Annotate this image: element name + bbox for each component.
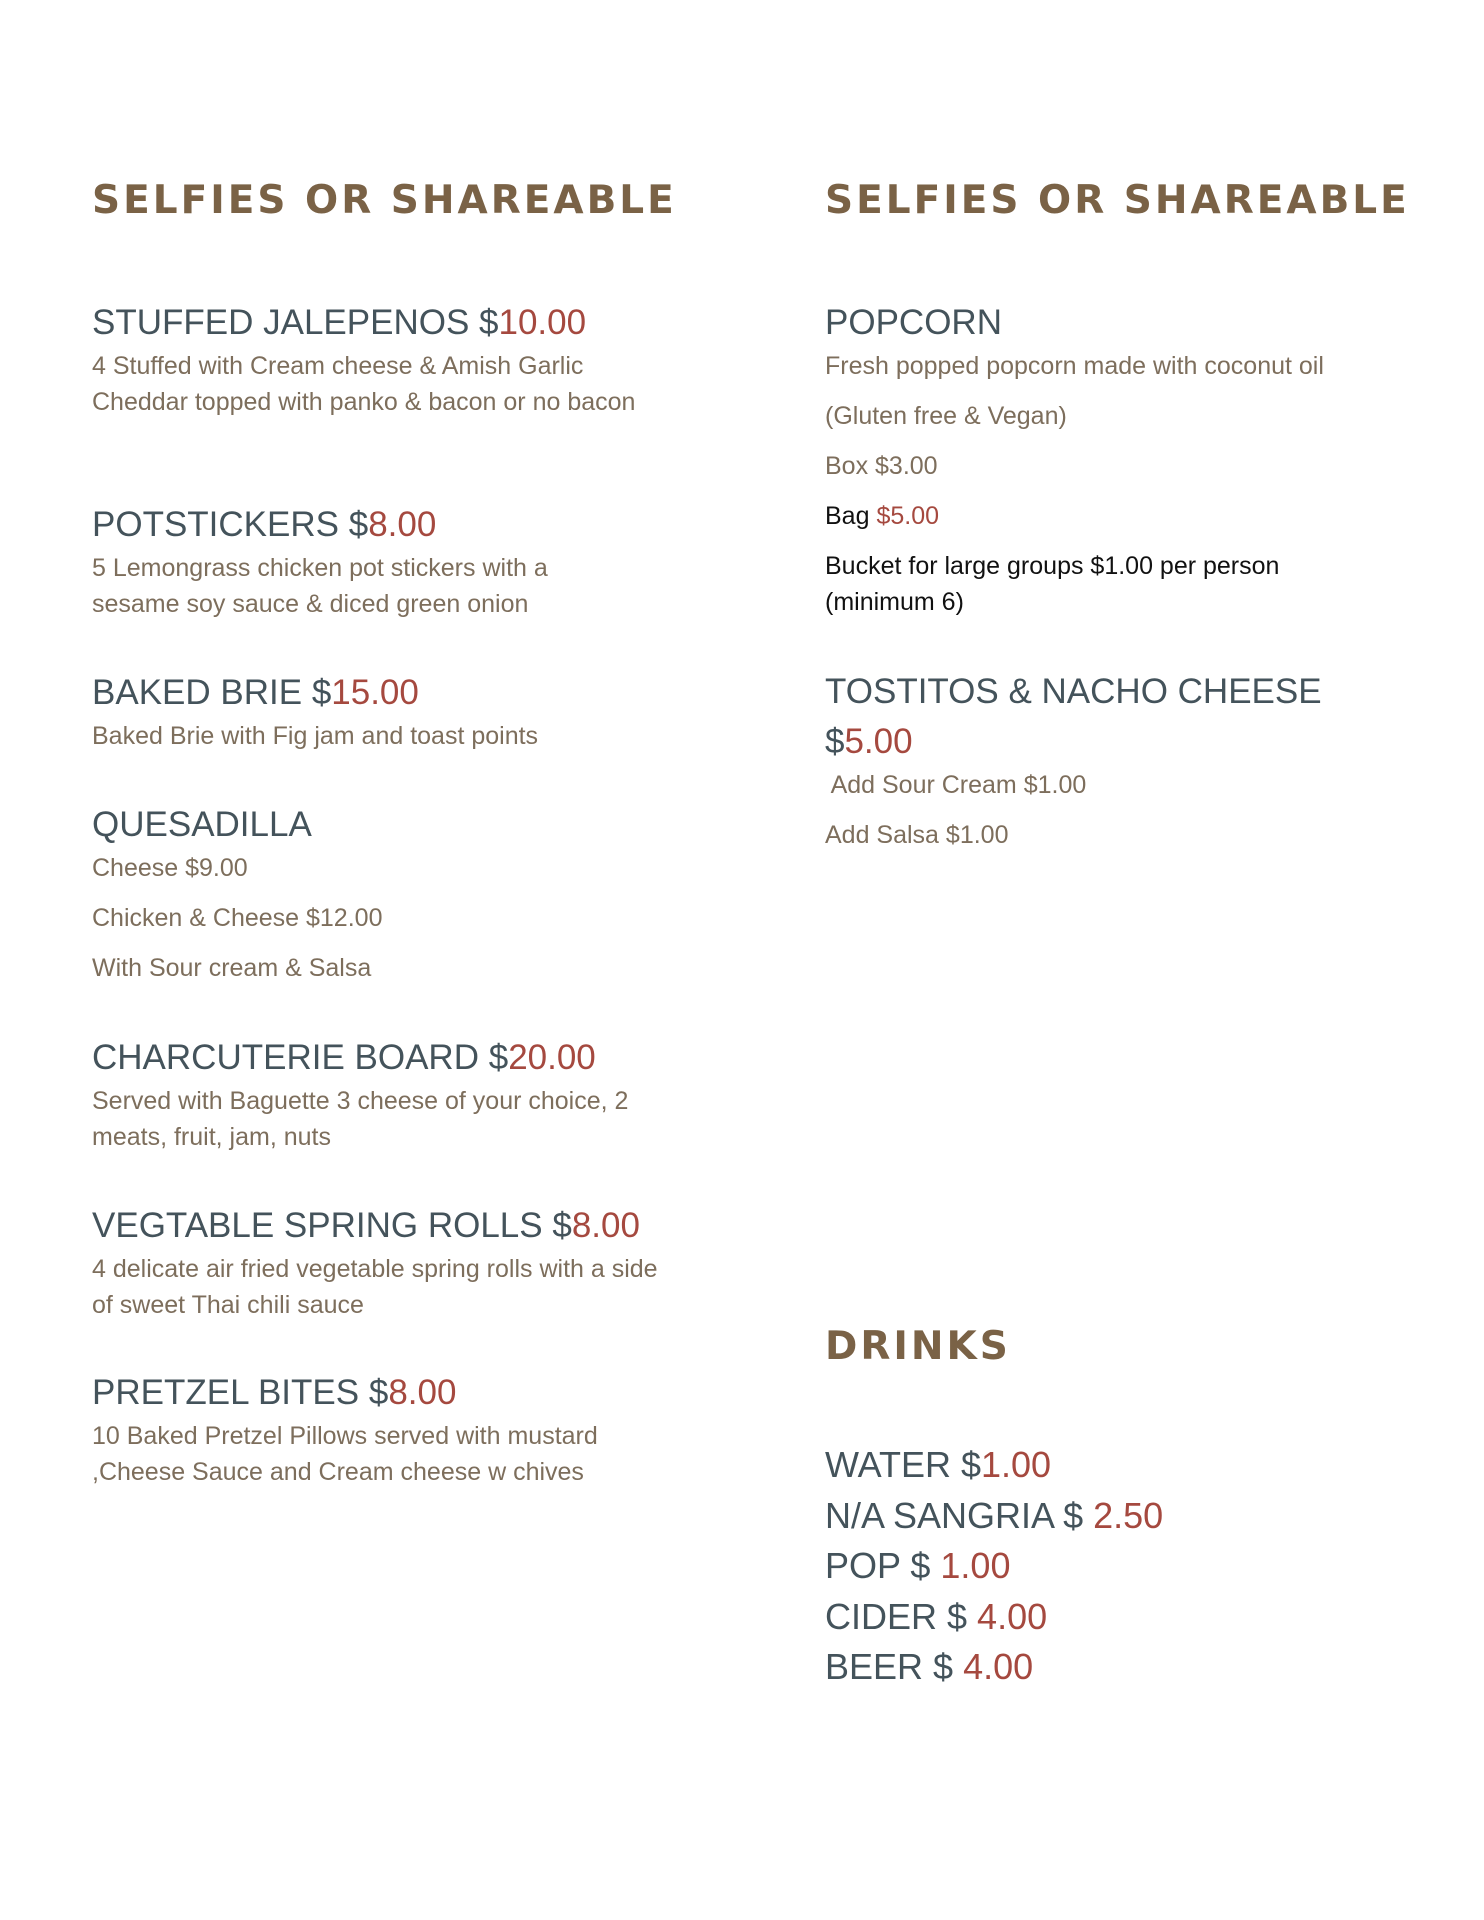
item-price-line: $5.00 (825, 722, 913, 761)
item-name: BAKED BRIE $15.00 (92, 673, 419, 712)
popcorn-box-price: Box $3.00 (825, 452, 938, 480)
item-name: QUESADILLA (92, 805, 312, 844)
menu-item-pretzel-bites (92, 1368, 692, 1490)
menu-item-potstickers (92, 500, 692, 622)
item-name: CHARCUTERIE BOARD $20.00 (92, 1038, 596, 1077)
item-name: PRETZEL BITES $8.00 (92, 1373, 457, 1412)
item-price: 10.00 (498, 303, 587, 342)
item-name: POPCORN (825, 303, 1002, 342)
drink-item: BEER $ 4.00 (825, 1646, 1034, 1687)
item-description: 4 delicate air fried vegetable spring rolls with a side of sweet Thai chili sauce (92, 1255, 658, 1319)
tostitos-addon: Add Salsa $1.00 (825, 821, 1009, 849)
menu-item-baked-brie (92, 668, 692, 754)
item-description: 4 Stuffed with Cream cheese & Amish Garlic Cheddar topped with panko & bacon or no bacon (92, 352, 636, 416)
item-name: VEGTABLE SPRING ROLLS $8.00 (92, 1206, 640, 1245)
drink-item: CIDER $ 4.00 (825, 1595, 1048, 1637)
popcorn-note: (Gluten free & Vegan) (825, 402, 1067, 430)
tostitos-addon: Add Sour Cream $1.00 (825, 771, 1087, 799)
popcorn-bag-price: Bag $5.00 (825, 502, 939, 530)
item-description: 5 Lemongrass chicken pot stickers with a sesame soy sauce & diced green onion (92, 554, 548, 618)
section-title: SELFIES OR SHAREABLE (92, 178, 677, 223)
popcorn-bucket-price: Bucket for large groups $1.00 per person (minimum 6) (825, 552, 1280, 616)
item-description: Baked Brie with Fig jam and toast points (92, 722, 539, 750)
popcorn-description: Fresh popped popcorn made with coconut oil (825, 352, 1324, 380)
menu-item-popcorn (825, 298, 1445, 620)
menu-item-tostitos-nacho-cheese (825, 667, 1445, 853)
menu-item-charcuterie-board (92, 1033, 692, 1155)
item-name: POTSTICKERS $8.00 (92, 505, 437, 544)
drink-item: WATER $1.00 (825, 1444, 1052, 1485)
drinks-title: DRINKS (825, 1324, 1011, 1369)
menu-item-stuffed-jalepenos (92, 298, 692, 420)
menu-item-vegtable-spring-rolls (92, 1201, 692, 1323)
item-price: 5.00 (844, 722, 913, 761)
section-title: SELFIES OR SHAREABLE (825, 178, 1410, 223)
item-description: 10 Baked Pretzel Pillows served with mustard ,Cheese Sauce and Cream cheese w chives (92, 1422, 598, 1486)
item-price: 8.00 (388, 1373, 457, 1412)
item-name: TOSTITOS & NACHO CHEESE (825, 672, 1322, 711)
drinks-list (825, 1440, 1445, 1693)
menu-item-quesadilla (92, 800, 692, 986)
item-price: 8.00 (368, 505, 437, 544)
quesadilla-option: With Sour cream & Salsa (92, 954, 372, 982)
item-price: 20.00 (508, 1038, 596, 1077)
quesadilla-option: Cheese $9.00 (92, 854, 248, 882)
item-description: Served with Baguette 3 cheese of your choice, 2 meats, fruit, jam, nuts (92, 1087, 629, 1151)
drink-item: N/A SANGRIA $ 2.50 (825, 1494, 1164, 1536)
drink-item: POP $ 1.00 (825, 1545, 1011, 1586)
item-name: STUFFED JALEPENOS $10.00 (92, 303, 587, 342)
item-price: 8.00 (571, 1206, 640, 1245)
quesadilla-option: Chicken & Cheese $12.00 (92, 904, 383, 932)
item-price: 15.00 (331, 673, 419, 712)
